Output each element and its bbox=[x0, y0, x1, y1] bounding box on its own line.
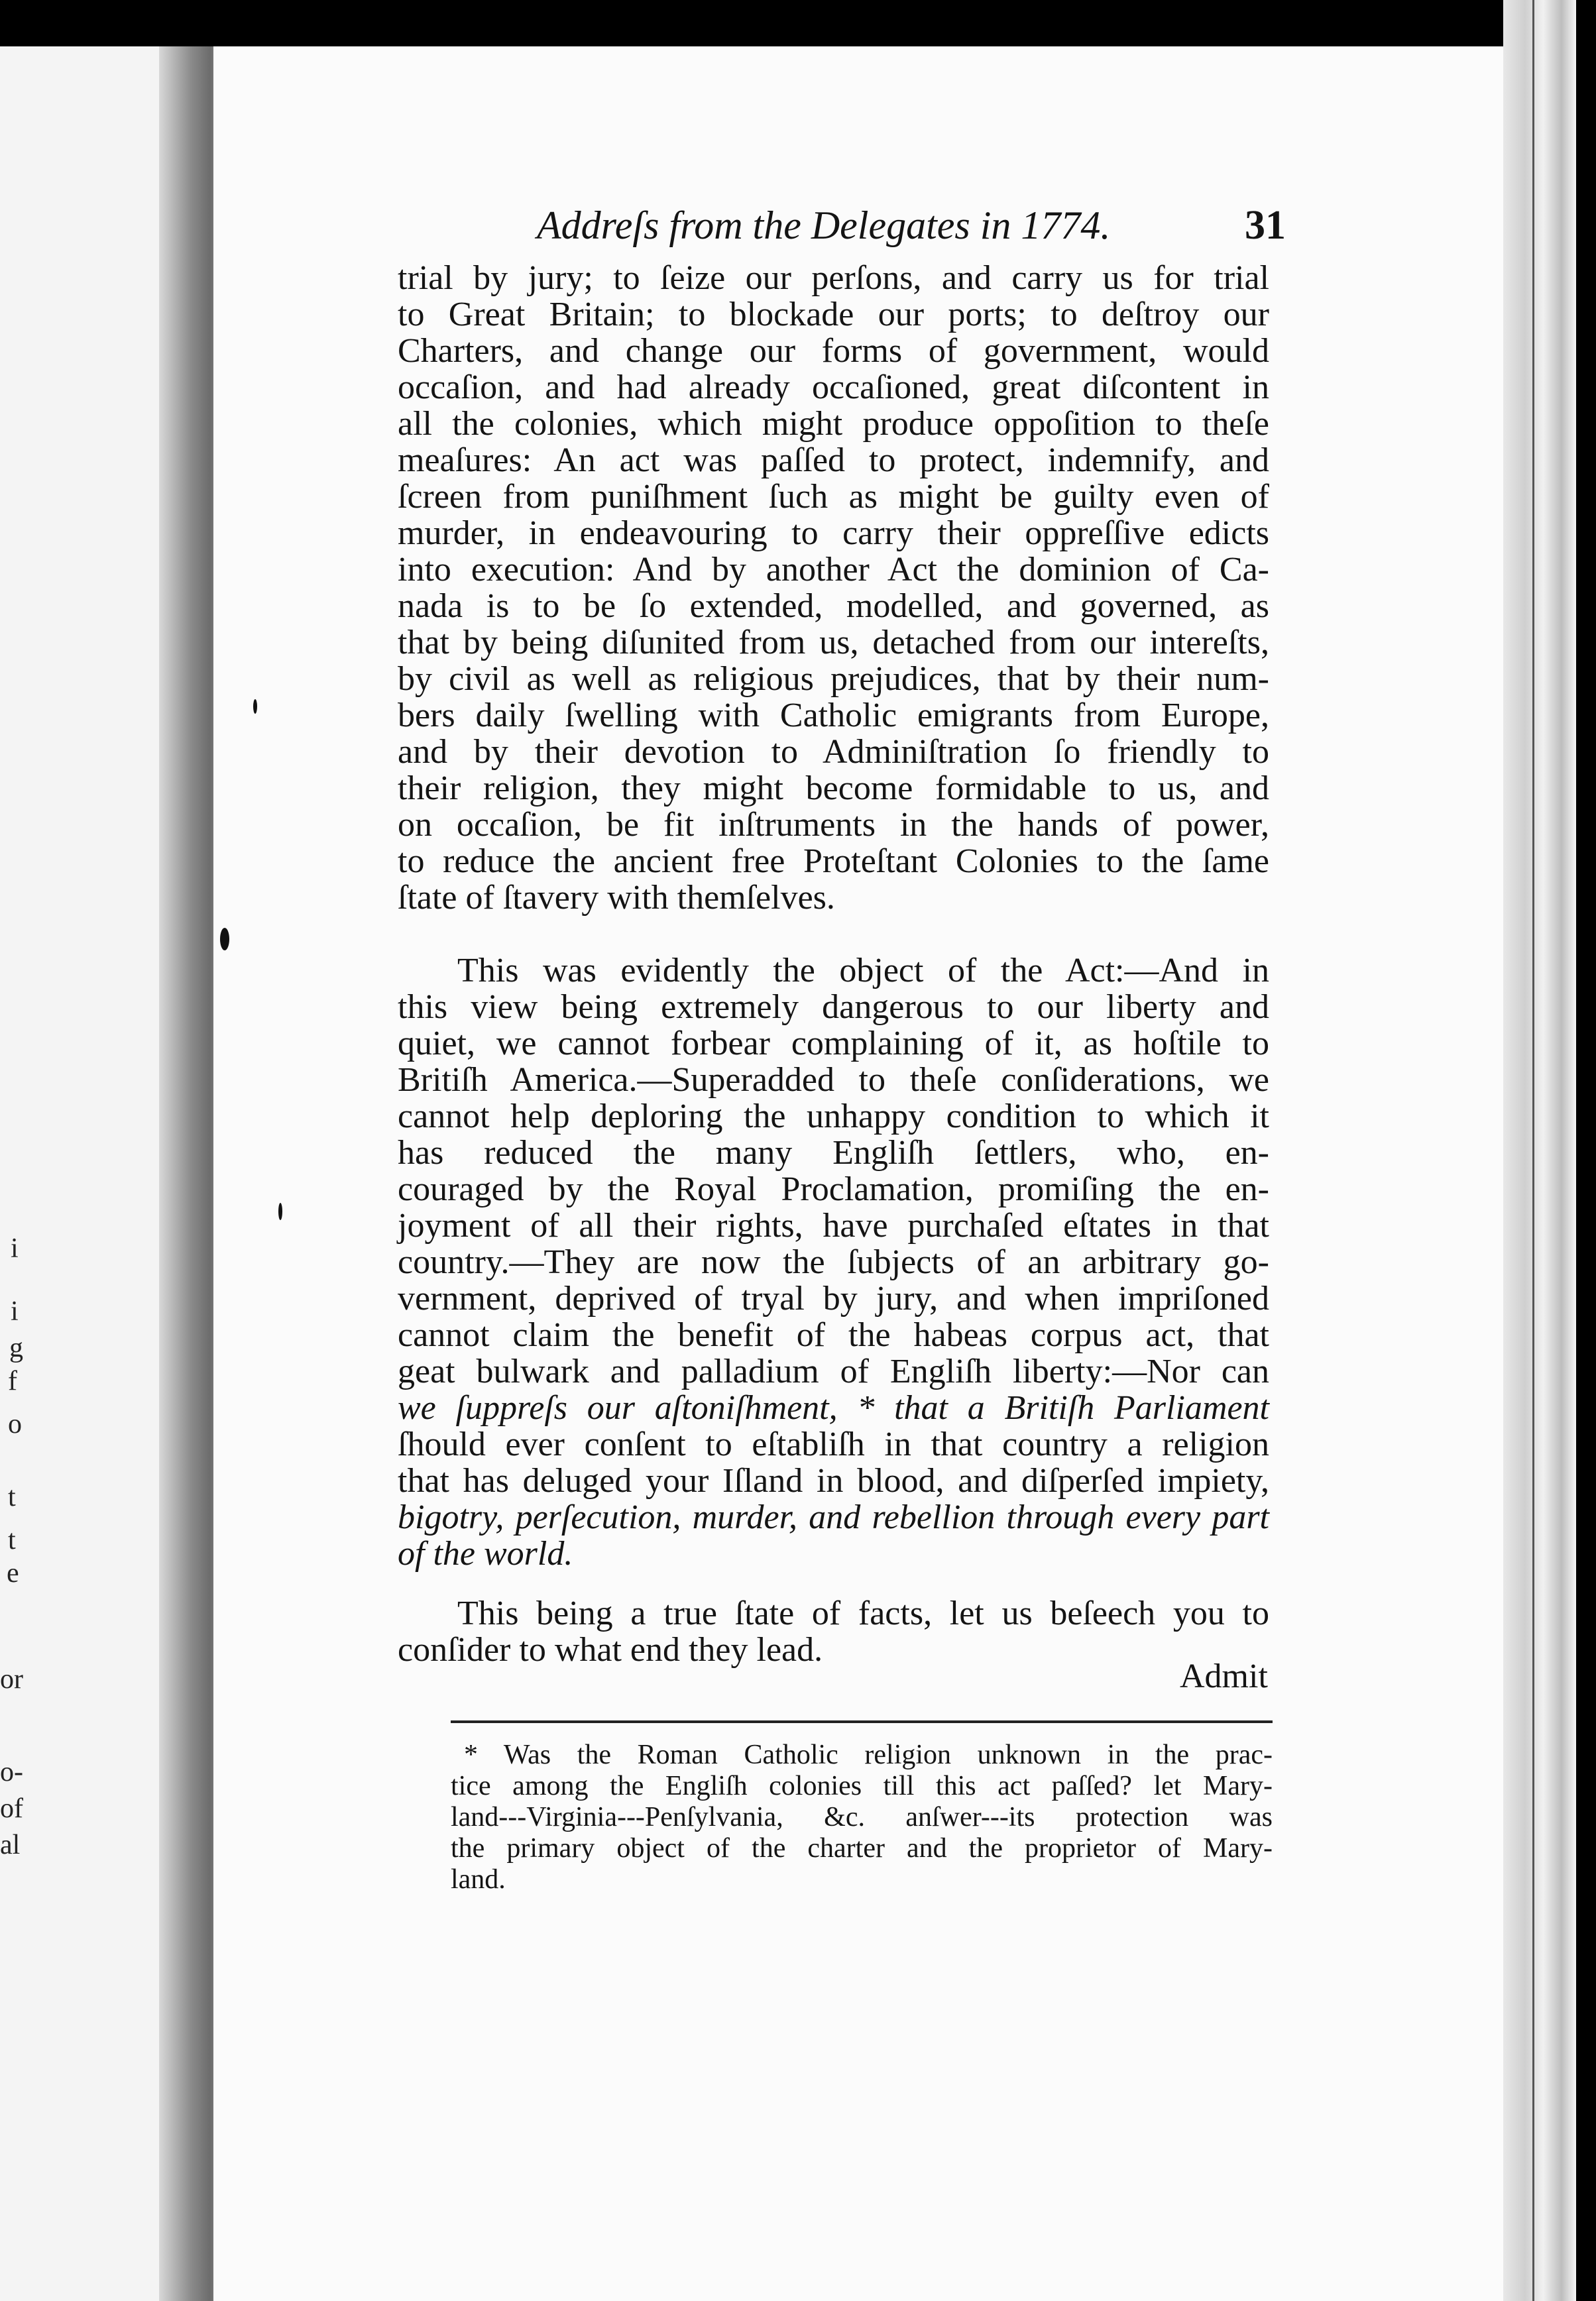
text-line: vernment, deprived of tryal by jury, and when impriſoned bbox=[398, 1280, 1269, 1318]
text-line: that by being diſunited from us, detached from our intereſts, bbox=[398, 624, 1269, 661]
text-line: meaſures: An act was paſſed to protect, indemnify, and bbox=[398, 441, 1269, 479]
footnote-line: tice among the Engliſh colonies till this act paſſed? let Mary- bbox=[451, 1771, 1273, 1801]
text-line: couraged by the Royal Proclamation, promiſing the en- bbox=[398, 1170, 1269, 1208]
text-line: geat bulwark and palladium of Engliſh liberty:—Nor can bbox=[398, 1353, 1269, 1390]
left-margin-fragment: or bbox=[0, 1664, 23, 1695]
text-line: on occaſion, be fit inſtruments in the hands of power, bbox=[398, 806, 1269, 844]
text-line: this view being extremely dangerous to our liberty and bbox=[398, 988, 1269, 1026]
text-line: joyment of all their rights, have purchaſed eſtates in that bbox=[398, 1207, 1269, 1245]
left-margin-fragment: o bbox=[8, 1409, 22, 1439]
text-line: we ſuppreſs our aſtoniſhment, * that a Britiſh Parliament bbox=[398, 1389, 1269, 1427]
text-line: bers daily ſwelling with Catholic emigrants from Europe, bbox=[398, 697, 1269, 734]
ink-blot bbox=[220, 928, 229, 950]
text-line: cannot help deploring the unhappy condition to which it bbox=[398, 1097, 1269, 1135]
text-line: This was evidently the object of the Act:—And in bbox=[457, 952, 1269, 989]
running-head-title: Addreſs from the Delegates in 1774. bbox=[537, 203, 1111, 247]
page-number: 31 bbox=[1245, 203, 1286, 248]
text-line: ſhould ever conſent to eſtabliſh in that country a religion bbox=[398, 1426, 1269, 1463]
text-line: Britiſh America.—Superadded to theſe conſiderations, we bbox=[398, 1061, 1269, 1099]
ink-blot bbox=[253, 699, 257, 714]
text-line: that has deluged your Iſland in blood, and diſperſed impiety, bbox=[398, 1462, 1269, 1500]
text-line: murder, in endeavouring to carry their oppreſſive edicts bbox=[398, 514, 1269, 552]
text-line: cannot claim the benefit of the habeas corpus act, that bbox=[398, 1316, 1269, 1354]
text-line: quiet, we cannot forbear complaining of it, as hoſtile to bbox=[398, 1025, 1269, 1062]
text-line: to Great Britain; to blockade our ports; to deſtroy our bbox=[398, 296, 1269, 333]
text-line: and by their devotion to Adminiſtration ſo friendly to bbox=[398, 733, 1269, 771]
footnote-line: * Was the Roman Catholic religion unknown in the prac- bbox=[464, 1740, 1273, 1770]
left-margin-fragment: al bbox=[0, 1830, 21, 1860]
footnote-line: land. bbox=[451, 1864, 506, 1895]
left-margin-fragment: g bbox=[9, 1333, 23, 1363]
left-margin-fragment: i bbox=[11, 1296, 19, 1327]
text-line: Charters, and change our forms of government, would bbox=[398, 332, 1269, 370]
text-line: has reduced the many Engliſh ſettlers, who, en- bbox=[398, 1134, 1269, 1172]
text-line: of the world. bbox=[398, 1535, 573, 1573]
text-line: all the colonies, which might produce oppoſition to theſe bbox=[398, 405, 1269, 443]
text-line: ſtate of ſtavery with themſelves. bbox=[398, 879, 835, 917]
left-margin-fragment: t bbox=[8, 1482, 16, 1512]
footnote-line: the primary object of the charter and the proprietor of Mary- bbox=[451, 1833, 1273, 1864]
footnote-line: land---Virginia---Penſylvania, &c. anſwer---its protection was bbox=[451, 1802, 1273, 1832]
catchword: Admit bbox=[1180, 1657, 1268, 1695]
page-edge bbox=[1503, 0, 1576, 2301]
text-line: conſider to what end they lead. bbox=[398, 1631, 823, 1669]
left-margin-fragment: o- bbox=[0, 1757, 23, 1787]
text-line: ſcreen from puniſhment ſuch as might be guilty even of bbox=[398, 478, 1269, 516]
text-line: This being a true ſtate of facts, let us beſeech you to bbox=[457, 1595, 1269, 1632]
left-margin-fragment: of bbox=[0, 1793, 23, 1824]
text-line: bigotry, perſecution, murder, and rebellion through every part bbox=[398, 1498, 1269, 1536]
text-line: their religion, they might become formidable to us, and bbox=[398, 769, 1269, 807]
text-line: country.—They are now the ſubjects of an arbitrary go- bbox=[398, 1243, 1269, 1281]
left-margin-fragment: e bbox=[7, 1558, 19, 1589]
text-line: into execution: And by another Act the dominion of Ca- bbox=[398, 551, 1269, 589]
ink-blot bbox=[278, 1203, 282, 1220]
left-margin-fragment: f bbox=[8, 1366, 17, 1396]
running-head bbox=[537, 199, 1286, 252]
left-margin-fragment: i bbox=[11, 1233, 19, 1264]
left-margin-fragment: t bbox=[8, 1525, 16, 1555]
footnote-rule bbox=[451, 1720, 1273, 1723]
text-line: nada is to be ſo extended, modelled, and governed, as bbox=[398, 587, 1269, 625]
text-line: occaſion, and had already occaſioned, great diſcontent in bbox=[398, 368, 1269, 406]
text-line: trial by jury; to ſeize our perſons, and carry us for trial bbox=[398, 259, 1269, 297]
text-line: to reduce the ancient free Proteſtant Colonies to the ſame bbox=[398, 842, 1269, 880]
text-line: by civil as well as religious prejudices, that by their num- bbox=[398, 660, 1269, 698]
page-edge-line bbox=[1532, 0, 1534, 2301]
